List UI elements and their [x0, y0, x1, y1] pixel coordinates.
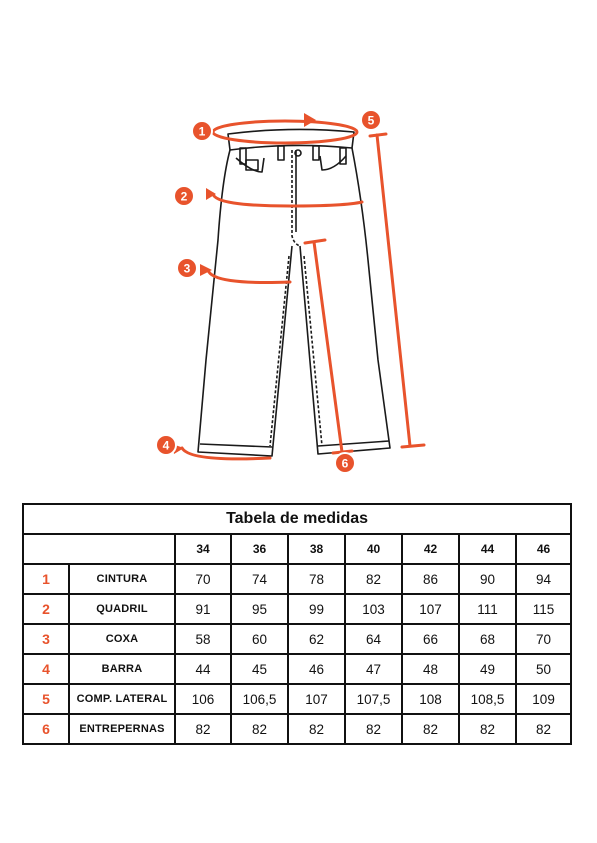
measure-value: 44 [175, 654, 231, 684]
marker-3 [177, 258, 197, 278]
marker-5 [361, 110, 381, 130]
marker-2-label: 2 [180, 189, 188, 204]
measure-value: 82 [459, 714, 516, 744]
side-length-measure-line [377, 135, 410, 446]
table-row [23, 684, 571, 714]
measure-value: 99 [288, 594, 345, 624]
measure-number: 6 [23, 714, 69, 744]
measure-value: 107 [288, 684, 345, 714]
size-header: 42 [402, 534, 459, 564]
measure-value: 50 [516, 654, 571, 684]
measure-value: 106 [175, 684, 231, 714]
size-chart-table [22, 503, 572, 745]
table-row [23, 594, 571, 624]
marker-5-label: 5 [367, 113, 375, 128]
measure-name: ENTREPERNAS [69, 714, 175, 744]
measure-value: 46 [288, 654, 345, 684]
table-row [23, 654, 571, 684]
measure-name: QUADRIL [69, 594, 175, 624]
measure-value: 94 [516, 564, 571, 594]
measure-value: 115 [516, 594, 571, 624]
measure-value: 78 [288, 564, 345, 594]
measure-value: 45 [231, 654, 288, 684]
marker-6 [335, 453, 355, 473]
waist-measure-line [213, 121, 357, 143]
measure-name: BARRA [69, 654, 175, 684]
measure-value: 62 [288, 624, 345, 654]
table-row [23, 564, 571, 594]
measure-value: 107,5 [345, 684, 402, 714]
measure-number: 2 [23, 594, 69, 624]
measure-value: 47 [345, 654, 402, 684]
marker-1-label: 1 [198, 124, 206, 139]
measure-value: 106,5 [231, 684, 288, 714]
marker-4-label: 4 [162, 438, 170, 453]
measure-value: 82 [231, 714, 288, 744]
pants-outline [198, 129, 390, 456]
measure-value: 103 [345, 594, 402, 624]
measure-number: 1 [23, 564, 69, 594]
measure-number: 3 [23, 624, 69, 654]
measure-number: 5 [23, 684, 69, 714]
measure-value: 82 [345, 714, 402, 744]
measure-value: 82 [402, 714, 459, 744]
measure-value: 82 [516, 714, 571, 744]
size-header: 34 [175, 534, 231, 564]
size-header: 46 [516, 534, 571, 564]
measure-name: CINTURA [69, 564, 175, 594]
size-header: 38 [288, 534, 345, 564]
marker-2 [174, 186, 194, 206]
table-row [23, 624, 571, 654]
inseam-measure-line [314, 242, 342, 452]
measure-value: 86 [402, 564, 459, 594]
marker-6-label: 6 [341, 456, 349, 471]
size-header: 44 [459, 534, 516, 564]
measure-value: 60 [231, 624, 288, 654]
hip-measure-line [213, 194, 362, 206]
measure-value: 95 [231, 594, 288, 624]
marker-1 [192, 121, 212, 141]
marker-4 [156, 435, 176, 455]
measure-value: 107 [402, 594, 459, 624]
header-blank-cell [23, 534, 175, 564]
size-header: 40 [345, 534, 402, 564]
measure-value: 108 [402, 684, 459, 714]
measure-value: 48 [402, 654, 459, 684]
thigh-measure-line [208, 270, 290, 283]
measure-value: 64 [345, 624, 402, 654]
measure-value: 111 [459, 594, 516, 624]
measure-name: COXA [69, 624, 175, 654]
size-header: 36 [231, 534, 288, 564]
measure-name: COMP. LATERAL [69, 684, 175, 714]
measure-value: 66 [402, 624, 459, 654]
measure-value: 109 [516, 684, 571, 714]
marker-3-label: 3 [183, 261, 191, 276]
measure-value: 90 [459, 564, 516, 594]
table-row [23, 714, 571, 744]
measure-value: 82 [175, 714, 231, 744]
size-header-row [23, 534, 571, 564]
measure-value: 49 [459, 654, 516, 684]
table-title: Tabela de medidas [23, 504, 571, 534]
measure-value: 82 [345, 564, 402, 594]
measure-value: 68 [459, 624, 516, 654]
measure-value: 70 [175, 564, 231, 594]
measure-value: 91 [175, 594, 231, 624]
measure-value: 108,5 [459, 684, 516, 714]
measure-value: 82 [288, 714, 345, 744]
measure-number: 4 [23, 654, 69, 684]
measure-value: 70 [516, 624, 571, 654]
measure-value: 74 [231, 564, 288, 594]
measure-value: 58 [175, 624, 231, 654]
